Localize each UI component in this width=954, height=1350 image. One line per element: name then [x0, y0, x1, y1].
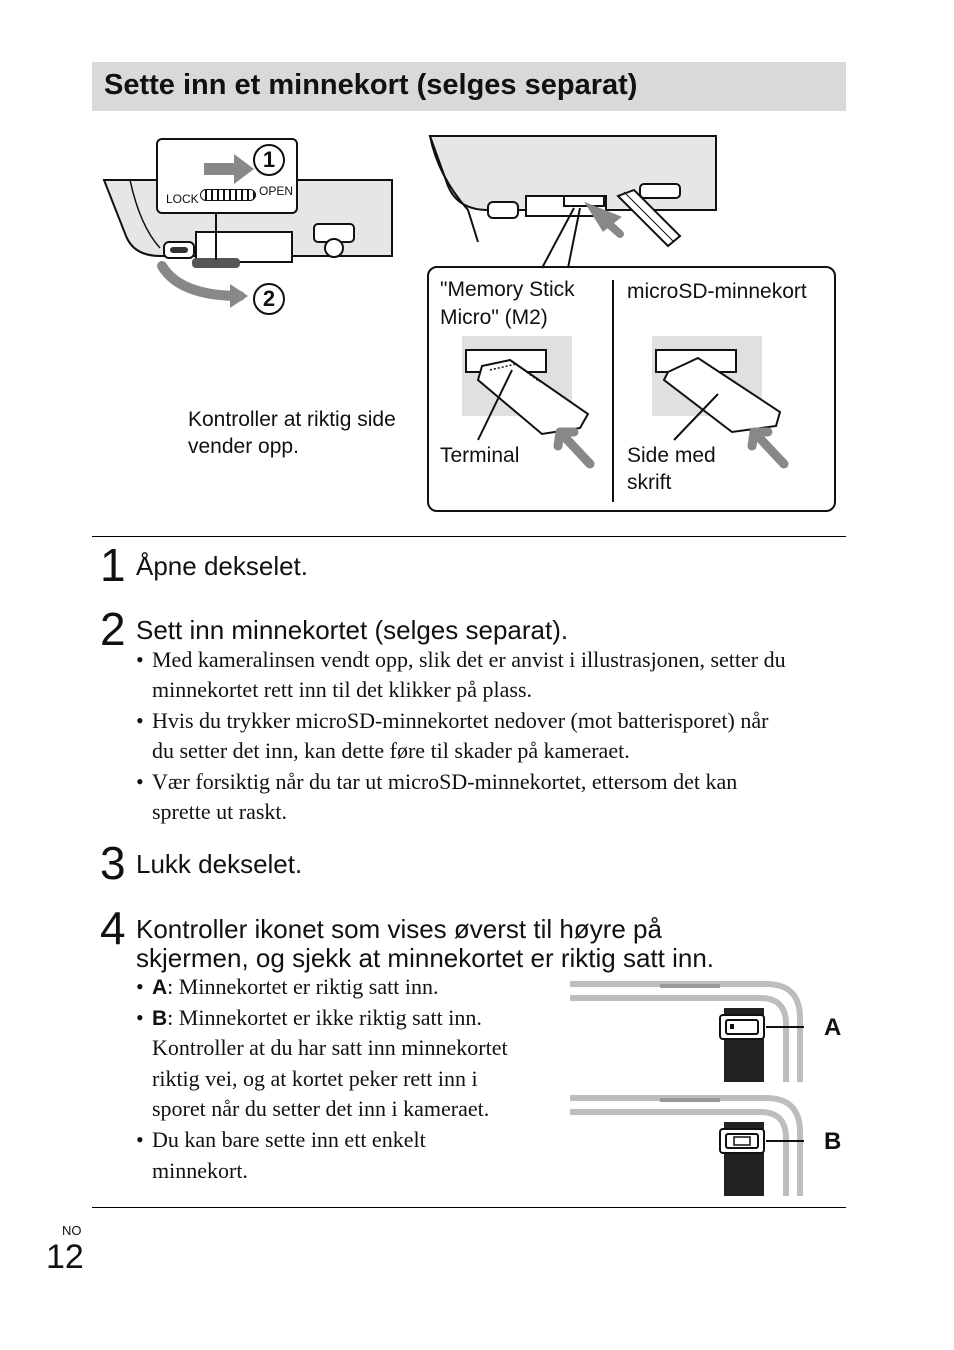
step-2-bullet-2-line2: du setter det inn, kan dette føre til skader på kameraet. — [152, 738, 630, 763]
screen-label-b: B — [824, 1128, 842, 1155]
step-2-bullet-3-line1: • Vær forsiktig når du tar ut microSD-minnekortet, ettersom det kan — [136, 769, 738, 794]
callout-right-label-line2: skrift — [627, 471, 672, 494]
card-slot-illustration — [428, 136, 718, 266]
step-4-number: 4 — [100, 902, 126, 954]
callout-divider — [612, 280, 614, 502]
step-4-title-line2: skjermen, og sjekk at minnekortet er riktig satt inn. — [136, 943, 715, 973]
step-1-title: Åpne dekselet. — [136, 551, 309, 581]
callout-left-title-line1: "Memory Stick — [440, 278, 575, 301]
step-4-title-line1: Kontroller ikonet som vises øverst til høyre på — [136, 914, 662, 944]
page-number: 12 — [46, 1238, 84, 1276]
step-marker-2: 2 — [253, 283, 285, 315]
callout-right-label-line1: Side med — [627, 444, 716, 467]
callout-left-label: Terminal — [440, 444, 520, 467]
step-4-bullet-a: • A: Minnekortet er riktig satt inn. — [136, 974, 439, 999]
figure-caption-line1: Kontroller at riktig side — [188, 408, 396, 431]
slide-arrow-icon — [200, 154, 260, 184]
section-heading: Sette inn et minnekort (selges separat) — [104, 69, 638, 101]
step-2-bullet-1-line2: minnekortet rett inn til det klikker på plass. — [152, 677, 533, 702]
step-4-bullet-c-line2: minnekort. — [152, 1158, 248, 1183]
step-2-title: Sett inn minnekortet (selges separat). — [136, 615, 569, 645]
step-3-number: 3 — [100, 837, 126, 889]
bottom-rule — [92, 1207, 846, 1208]
callout-right-title: microSD-minnekort — [627, 280, 807, 303]
step-3-title: Lukk dekselet. — [136, 849, 303, 879]
lock-slider-track — [200, 189, 256, 201]
open-label: OPEN — [259, 184, 294, 198]
top-rule — [92, 536, 846, 537]
figure-caption-line2: vender opp. — [188, 435, 299, 458]
step-2-number: 2 — [100, 603, 126, 655]
screen-corner-b-illustration — [570, 1096, 810, 1198]
step-4-bullet-c-line1: • Du kan bare sette inn ett enkelt — [136, 1127, 426, 1152]
step-2-bullet-3-line2: sprette ut raskt. — [152, 799, 288, 824]
step-4-bullet-b-cont-1: Kontroller at du har satt inn minnekortet — [152, 1035, 508, 1060]
screen-corner-a-illustration — [570, 982, 810, 1084]
page-language: NO — [62, 1223, 82, 1238]
step-marker-1: 1 — [253, 144, 285, 176]
step-4-bullet-b-cont-2: riktig vei, og at kortet peker rett inn i — [152, 1066, 478, 1091]
screen-label-a: A — [824, 1014, 842, 1041]
step-4-bullet-b-cont-3: sporet når du setter det inn i kameraet. — [152, 1096, 490, 1121]
step-4-bullet-b: • B: Minnekortet er ikke riktig satt inn. — [136, 1005, 482, 1030]
lock-label: LOCK — [166, 192, 199, 206]
step-2-bullet-2-line1: • Hvis du trykker microSD-minnekortet nedover (mot batterisporet) når — [136, 708, 769, 733]
callout-left-title-line2: Micro" (M2) — [440, 306, 548, 329]
step-2-bullet-1-line1: • Med kameralinsen vendt opp, slik det er anvist i illustrasjonen, setter du — [136, 647, 786, 672]
step-1-number: 1 — [100, 539, 126, 591]
